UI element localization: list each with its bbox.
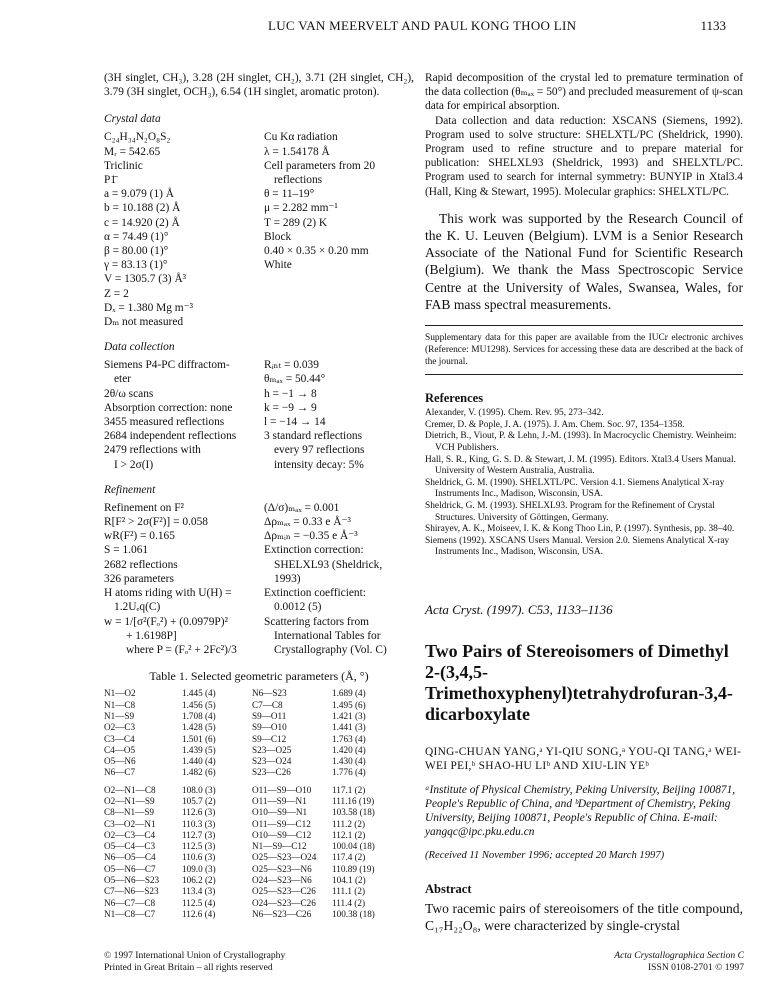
refB-line: Δρₘᵢₙ = −0.35 e Å⁻³ xyxy=(264,530,358,543)
atom-label-cell: O11—S9—C12 xyxy=(252,818,311,829)
crysB-line: Cu Kα radiation xyxy=(264,131,338,144)
atom-label-cell: O25—S23—O24 xyxy=(252,852,317,863)
table-row xyxy=(104,756,366,767)
atom-label-cell: S23—O24 xyxy=(252,756,292,767)
table-row xyxy=(104,711,366,722)
references-heading: References xyxy=(425,391,484,406)
refA-line: S = 1.061 xyxy=(104,544,149,557)
divider-bottom xyxy=(425,374,743,375)
refB-line: (Δ/σ)ₘₐₓ = 0.001 xyxy=(264,501,340,514)
atom-label-cell: O10—S9—N1 xyxy=(252,807,308,818)
crysB-line: reflections xyxy=(274,174,323,187)
refA-line: R[F² > 2σ(F²)] = 0.058 xyxy=(104,516,208,529)
nmr-intro-text: (3H singlet, CH₃), 3.28 (2H singlet, CH₂), 3.71 (2H singlet, CH₂), 3.79 (3H singlet, OCH₃), 6.54 (1H singlet, aromatic proton). xyxy=(104,72,414,99)
atom-label-cell: S23—O25 xyxy=(252,744,292,755)
colA-line: 3455 measured reflections xyxy=(104,416,225,429)
table-row xyxy=(104,796,375,807)
geometry-table-bonds xyxy=(104,688,366,778)
colB-line: k = −9 → 9 xyxy=(264,401,317,414)
atom-label-cell: N1—S9—C12 xyxy=(252,841,307,852)
colB-line: θₘₐₓ = 50.44° xyxy=(264,373,326,386)
atom-label-cell: O25—S23—N6 xyxy=(252,863,312,874)
crysA-line: C₂₄H₃₄N₂O₈S₂ xyxy=(104,131,171,144)
value-cell: 112.6 (4) xyxy=(182,908,216,919)
value-cell: 110.3 (3) xyxy=(182,818,216,829)
left-footer xyxy=(104,950,404,974)
refB-line: Scattering factors from xyxy=(264,615,370,628)
value-cell: 112.7 (3) xyxy=(182,829,216,840)
refB-line: International Tables for xyxy=(274,629,381,642)
atom-label-cell: C8—N1—S9 xyxy=(104,807,155,818)
table-row xyxy=(104,785,375,796)
acknowledgement-text: This work was supported by the Research Council of the K. U. Leuven (Belgium). LVM is a Senior Research Associate of the National Fund for Scientific Research (Belgium). We thank the Mass Spectroscopic Service Centre at the University of Wales, Swansea, Wales, for FAB mass spectral measurements. xyxy=(425,210,743,312)
refA-line: 326 parameters xyxy=(104,572,174,585)
reference-item: Dietrich, B., Viout, P. & Lehn, J.-M. (1993). In Macrocyclic Chemistry. Weinheim: VCH Publishers. xyxy=(425,431,737,454)
journal-section-line: Acta Crystallographica Section C xyxy=(614,950,744,961)
value-cell: 1.439 (5) xyxy=(182,744,216,755)
refA-line: w = 1/[σ²(Fₒ²) + (0.0979P)² xyxy=(104,615,228,628)
table-row xyxy=(104,734,366,745)
refinement-col-a xyxy=(104,501,264,657)
atom-label-cell: C7—N6—S23 xyxy=(104,886,159,897)
value-cell: 112.1 (2) xyxy=(332,829,366,840)
reference-item: Alexander, V. (1995). Chem. Rev. 95, 273–342. xyxy=(425,408,604,419)
crysB-line: θ = 11–19° xyxy=(264,188,315,201)
value-cell: 117.4 (2) xyxy=(332,852,366,863)
crysB-line: Block xyxy=(264,230,292,243)
value-cell: 1.689 (4) xyxy=(332,688,366,699)
decomposition-text: Rapid decomposition of the crystal led to premature termination of the data collection (θₘₐₓ = 50°) and precluded measurement of ψ-scan data for empirical absorption. xyxy=(425,72,743,113)
right-footer xyxy=(540,950,744,974)
colA-line: 2684 independent reflections xyxy=(104,430,237,443)
data-collection-col-b xyxy=(264,358,414,472)
value-cell: 117.1 (2) xyxy=(332,784,366,795)
refA-line: + 1.6198P] xyxy=(126,629,177,642)
refB-line: Extinction coefficient: xyxy=(264,587,366,600)
crysA-line: Mᵣ = 542.65 xyxy=(104,145,161,158)
value-cell: 111.4 (2) xyxy=(332,897,365,908)
colB-line: intensity decay: 5% xyxy=(274,458,364,471)
refA-line: 1.2Uₑq(C) xyxy=(114,601,161,614)
value-cell: 100.38 (18) xyxy=(332,908,375,919)
atom-label-cell: O24—S23—N6 xyxy=(252,875,312,886)
refB-line: 1993) xyxy=(274,572,301,585)
colB-line: every 97 reflections xyxy=(274,444,365,457)
data-collection-col-a xyxy=(104,358,264,472)
crystal-data-col-b xyxy=(264,130,414,329)
value-cell: 100.04 (18) xyxy=(332,841,375,852)
crysA-line: β = 80.00 (1)° xyxy=(104,245,169,258)
atom-label-cell: N1—S9 xyxy=(104,710,135,721)
crysB-line: Cell parameters from 20 xyxy=(264,159,376,172)
received-dates: (Received 11 November 1996; accepted 20 March 1997) xyxy=(425,850,665,862)
atom-label-cell: O10—S9—C12 xyxy=(252,829,312,840)
atom-label-cell: O24—S23—C26 xyxy=(252,897,316,908)
value-cell: 1.440 (4) xyxy=(182,756,216,767)
atom-label-cell: O2—N1—C8 xyxy=(104,784,156,795)
table-row xyxy=(104,722,366,733)
crysB-line: μ = 2.282 mm⁻¹ xyxy=(264,202,338,215)
article-title: Two Pairs of Stereoisomers of Dimethyl 2-(3,4,5-Trimethoxyphenyl)tetrahydrofuran-3,4-dicarboxylate xyxy=(425,641,733,725)
value-cell: 1.763 (4) xyxy=(332,733,366,744)
reference-item: Siemens (1992). XSCANS Users Manual. Version 2.0. Siemens Analytical X-ray Instruments Inc., Madison, Wisconsin, USA. xyxy=(425,535,730,558)
value-cell: 111.2 (2) xyxy=(332,818,365,829)
atom-label-cell: C7—C8 xyxy=(252,699,283,710)
refB-line: 0.0012 (5) xyxy=(274,601,322,614)
atom-label-cell: O2—C3—C4 xyxy=(104,829,156,840)
reference-item: Sheldrick, G. M. (1990). SHELXTL/PC. Version 4.1. Siemens Analytical X-ray Instruments Inc., Madison, Wisconsin, USA. xyxy=(425,477,725,500)
geometry-table-angles xyxy=(104,785,375,921)
crystal-data-col-a xyxy=(104,130,264,329)
running-header xyxy=(0,18,784,38)
table-row xyxy=(104,807,375,818)
table-row xyxy=(104,688,366,699)
atom-label-cell: O2—N1—S9 xyxy=(104,795,155,806)
crystal-data-block xyxy=(104,130,414,329)
refB-line: Δρₘₐₓ = 0.33 e Å⁻³ xyxy=(264,516,351,529)
author-list: QING-CHUAN YANG,ᵃ YI-QIU SONG,ᵃ YOU-QI TANG,ᵃ WEI-WEI PEI,ᵇ SHAO-HU LIᵇ AND XIU-LIN YEᵇ xyxy=(425,746,742,773)
table-row xyxy=(104,819,375,830)
colA-line: Absorption correction: none xyxy=(104,401,233,414)
table-row xyxy=(104,767,366,778)
table-row xyxy=(104,852,375,863)
software-text: Data collection and data reduction: XSCANS (Siemens, 1992). Program used to solve structure: SHELXTL/PC (Sheldrick, 1990). Program used to refine structure and to prepare material for publication: SHELXL93 (Sheldrick, 1993) and SHELXTL/PC. Program used to search for internal symmetry: BUNYIP in Xtal3.4 (Hall, King & Stewart, 1995). Molecular graphics: SHELXTL/PC. xyxy=(425,114,743,198)
journal-citation: Acta Cryst. (1997). C53, 1133–1136 xyxy=(425,601,613,617)
crysB-line: 0.40 × 0.35 × 0.20 mm xyxy=(264,245,369,258)
atom-label-cell: S23—C26 xyxy=(252,767,291,778)
crysA-line: V = 1305.7 (3) Å³ xyxy=(104,273,187,286)
refA-line: wR(F²) = 0.165 xyxy=(104,530,175,543)
value-cell: 108.0 (3) xyxy=(182,784,216,795)
atom-label-cell: O5—N6 xyxy=(104,756,136,767)
crystal-data-heading: Crystal data xyxy=(104,113,161,126)
table-row xyxy=(104,830,375,841)
atom-label-cell: O2—C3 xyxy=(104,722,136,733)
reference-item: Shirayev, A. K., Moiseev, I. K. & Kong Thoo Lin, P. (1997). Synthesis, pp. 38–40. xyxy=(425,524,735,535)
data-collection-heading: Data collection xyxy=(104,341,175,354)
colB-line: h = −1 → 8 xyxy=(264,387,317,400)
value-cell: 1.445 (4) xyxy=(182,688,216,699)
value-cell: 1.708 (4) xyxy=(182,710,216,721)
refinement-col-b xyxy=(264,501,414,657)
value-cell: 1.495 (6) xyxy=(332,699,366,710)
affiliation-text: ᵃInstitute of Physical Chemistry, Peking University, Beijing 100871, People's Republic of China, and ᵇDepartment of Chemistry, Peking University, Beijing 100871, People's Republic of China. E-mail: yangqc@ipc.pku.edu.cn xyxy=(425,783,736,839)
crysA-line: γ = 83.13 (1)° xyxy=(104,259,168,272)
table-row xyxy=(104,864,375,875)
refinement-block xyxy=(104,501,414,657)
atom-label-cell: O5—N6—S23 xyxy=(104,875,160,886)
reference-item: Sheldrick, G. M. (1993). SHELXL93. Program for the Refinement of Crystal Structures. University of Göttingen, Germany. xyxy=(425,501,715,523)
atom-label-cell: N1—O2 xyxy=(104,688,136,699)
value-cell: 111.16 (19) xyxy=(332,795,375,806)
colA-line: 2479 reflections with xyxy=(104,444,201,457)
printed-line: Printed in Great Britain – all rights reserved xyxy=(104,962,273,973)
atom-label-cell: C3—C4 xyxy=(104,733,135,744)
references-list xyxy=(425,408,743,559)
crysA-line: α = 74.49 (1)° xyxy=(104,230,169,243)
atom-label-cell: N6—S23—C26 xyxy=(252,908,312,919)
atom-label-cell: N1—C8 xyxy=(104,699,136,710)
crysA-line: a = 9.079 (1) Å xyxy=(104,188,175,201)
atom-label-cell: O5—N6—C7 xyxy=(104,863,156,874)
table-row xyxy=(104,898,375,909)
value-cell: 112.6 (3) xyxy=(182,807,216,818)
table-row xyxy=(104,841,375,852)
left-column xyxy=(104,71,414,920)
colA-line: eter xyxy=(114,373,132,386)
crysA-line: c = 14.920 (2) Å xyxy=(104,216,180,229)
right-column xyxy=(425,71,743,934)
abstract-text: Two racemic pairs of stereoisomers of the title compound, C₁₇H₂₂O₈, were characterized by single-crystal xyxy=(425,900,743,933)
value-cell: 112.5 (4) xyxy=(182,897,216,908)
abstract-heading: Abstract xyxy=(425,881,472,896)
value-cell: 1.421 (3) xyxy=(332,710,366,721)
value-cell: 1.428 (5) xyxy=(182,722,216,733)
value-cell: 110.89 (19) xyxy=(332,863,375,874)
value-cell: 104.1 (2) xyxy=(332,875,366,886)
colA-line: I > 2σ(I) xyxy=(114,458,154,471)
atom-label-cell: O25—S23—C26 xyxy=(252,886,316,897)
divider-top xyxy=(425,325,743,326)
crysA-line: P1̄ xyxy=(104,174,117,187)
table-caption: Table 1. Selected geometric parameters (Å, °) xyxy=(149,669,369,684)
crysA-line: Z = 2 xyxy=(104,287,129,300)
atom-label-cell: S9—O10 xyxy=(252,722,287,733)
reference-item: Hall, S. R., King, G. S. D. & Stewart, J. M. (1995). Editors. Xtal3.4 Users Manual. University of Western Australia, Australia. xyxy=(425,454,736,477)
refinement-heading: Refinement xyxy=(104,483,156,496)
atom-label-cell: N6—S23 xyxy=(252,688,287,699)
crysB-line: T = 289 (2) K xyxy=(264,216,328,229)
atom-label-cell: C4—O5 xyxy=(104,744,136,755)
refB-line: SHELXL93 (Sheldrick, xyxy=(274,558,383,571)
crysA-line: Triclinic xyxy=(104,159,143,172)
value-cell: 1.420 (4) xyxy=(332,744,366,755)
running-title: LUC VAN MEERVELT AND PAUL KONG THOO LIN xyxy=(268,18,577,33)
atom-label-cell: S9—C12 xyxy=(252,733,287,744)
atom-label-cell: N6—C7—C8 xyxy=(104,897,156,908)
atom-label-cell: S9—O11 xyxy=(252,710,287,721)
atom-label-cell: N1—C8—C7 xyxy=(104,908,156,919)
reference-item: Cremer, D. & Pople, J. A. (1975). J. Am. Chem. Soc. 97, 1354–1358. xyxy=(425,419,685,430)
atom-label-cell: O11—S9—O10 xyxy=(252,784,312,795)
value-cell: 106.2 (2) xyxy=(182,875,216,886)
crysB-line: White xyxy=(264,259,292,272)
atom-label-cell: O11—S9—N1 xyxy=(252,795,307,806)
copyright-line: © 1997 International Union of Crystallography xyxy=(104,950,286,961)
crysB-line: λ = 1.54178 Å xyxy=(264,145,330,158)
table-row xyxy=(104,875,375,886)
crysA-line: Dₘ not measured xyxy=(104,316,184,329)
supplementary-note: Supplementary data for this paper are available from the IUCr electronic archives (Reference: MU1298). Services for accessing these data are described at the back of the journal. xyxy=(425,333,743,368)
table-row xyxy=(104,886,375,897)
table-row xyxy=(104,700,366,711)
value-cell: 103.58 (18) xyxy=(332,807,375,818)
colB-line: Rᵢₙₜ = 0.039 xyxy=(264,359,319,372)
data-collection-block xyxy=(104,358,414,472)
value-cell: 1.456 (5) xyxy=(182,699,216,710)
value-cell: 112.5 (3) xyxy=(182,841,216,852)
refB-line: Extinction correction: xyxy=(264,544,364,557)
value-cell: 1.482 (6) xyxy=(182,767,216,778)
value-cell: 1.430 (4) xyxy=(332,756,366,767)
colA-line: Siemens P4-PC diffractom- xyxy=(104,359,230,372)
value-cell: 1.441 (3) xyxy=(332,722,366,733)
refA-line: H atoms riding with U(H) = xyxy=(104,587,232,600)
table-row xyxy=(104,909,375,920)
page-number: 1133 xyxy=(700,18,726,33)
refA-line: Refinement on F² xyxy=(104,501,184,514)
value-cell: 105.7 (2) xyxy=(182,795,216,806)
value-cell: 110.6 (3) xyxy=(182,852,216,863)
value-cell: 1.776 (4) xyxy=(332,767,366,778)
crysA-line: b = 10.188 (2) Å xyxy=(104,202,181,215)
refA-line: where P = (Fₒ² + 2Fc²)/3 xyxy=(126,643,237,656)
atom-label-cell: N6—C7 xyxy=(104,767,136,778)
atom-label-cell: N6—O5—C4 xyxy=(104,852,156,863)
crysA-line: Dₓ = 1.380 Mg m⁻³ xyxy=(104,301,194,314)
refA-line: 2682 reflections xyxy=(104,558,178,571)
value-cell: 1.501 (6) xyxy=(182,733,216,744)
value-cell: 109.0 (3) xyxy=(182,863,216,874)
issn-line: ISSN 0108-2701 © 1997 xyxy=(647,962,744,973)
value-cell: 111.1 (2) xyxy=(332,886,365,897)
atom-label-cell: C3—O2—N1 xyxy=(104,818,156,829)
colA-line: 2θ/ω scans xyxy=(104,387,154,400)
refB-line: Crystallography (Vol. C) xyxy=(274,643,387,656)
colB-line: l = −14 → 14 xyxy=(264,416,326,429)
atom-label-cell: O5—C4—C3 xyxy=(104,841,156,852)
colB-line: 3 standard reflections xyxy=(264,430,363,443)
value-cell: 113.4 (3) xyxy=(182,886,216,897)
table-row xyxy=(104,745,366,756)
